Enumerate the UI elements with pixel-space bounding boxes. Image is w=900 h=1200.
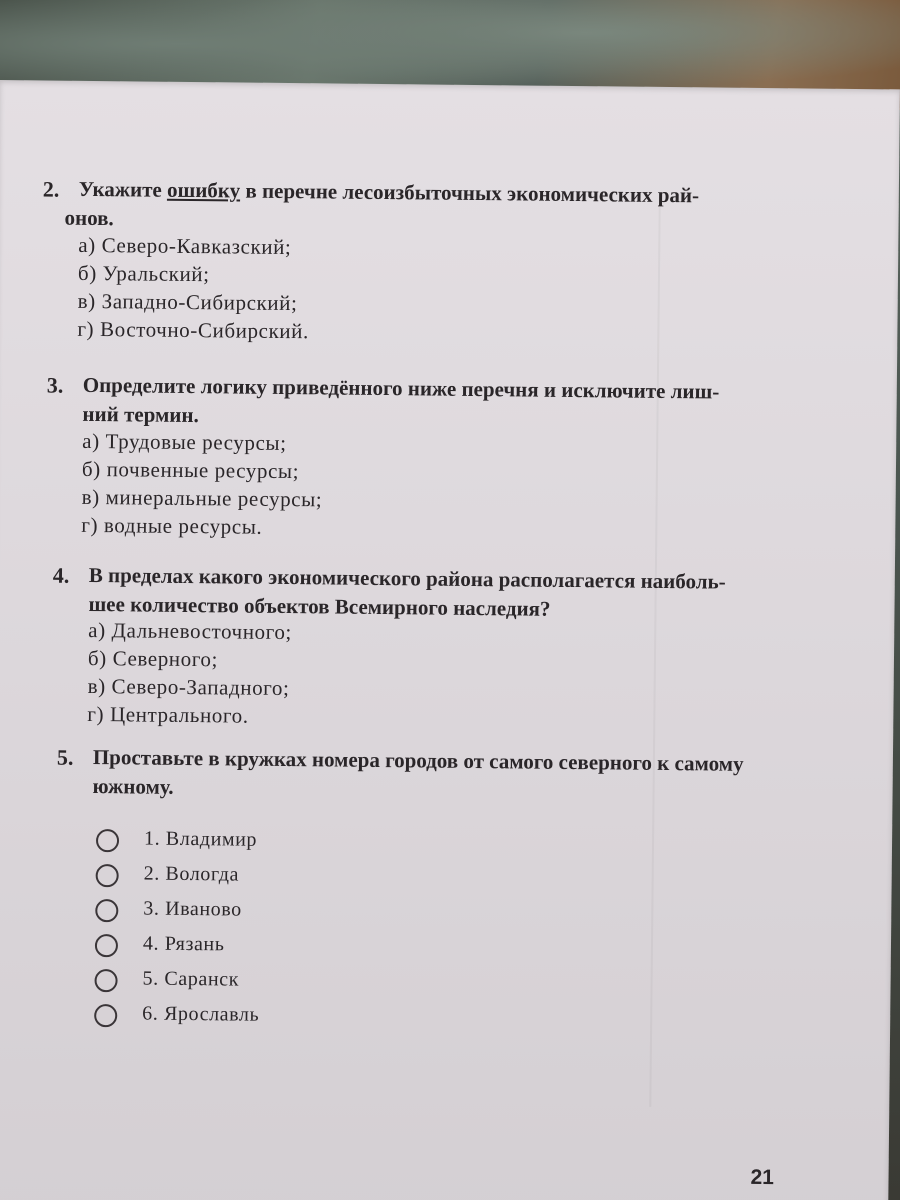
city-item: 1. Владимир [143,827,258,851]
answer-option: г) Центрального. [87,701,249,728]
page-number: 21 [750,1165,775,1190]
underlined-word: ошибку [166,177,241,203]
question-text: В пределах какого экономического района располагается наиболь- [88,562,726,594]
city-item: 3. Иваново [143,897,242,921]
answer-option: б) Уральский; [77,260,210,287]
question-text-part: Укажите [78,176,168,202]
question-text-line2: шее количество объектов Всемирного наследия? [88,591,551,621]
answer-circle[interactable] [96,864,119,887]
answer-option: а) Трудовые ресурсы; [82,428,287,456]
answer-option: б) Северного; [87,645,219,672]
page-content [0,80,900,1189]
question-number: 5. [56,744,74,770]
answer-circle[interactable] [95,934,118,957]
answer-circle[interactable] [94,969,117,992]
answer-option: г) водные ресурсы. [81,512,263,539]
city-item: 5. Саранск [142,967,240,991]
answer-option: г) Восточно-Сибирский. [77,316,309,344]
question-text-line2: южному. [92,774,174,799]
answer-option: в) Северо-Западного; [87,673,290,701]
answer-option: в) минеральные ресурсы; [81,484,323,512]
answer-circle[interactable] [96,829,119,852]
answer-option: б) почвенные ресурсы; [81,456,300,484]
question-number: 3. [46,372,64,398]
answer-circle[interactable] [95,899,118,922]
answer-option: в) Западно-Сибирский; [77,288,298,316]
city-item: 2. Вологда [143,862,240,886]
question-text-line2: ний термин. [82,401,199,428]
city-item: 4. Рязань [142,932,225,956]
answer-circle[interactable] [94,1004,117,1027]
question-number: 2. [42,176,60,202]
city-item: 6. Ярославль [142,1002,260,1026]
question-text: Проставьте в кружках номера городов от самого северного к самому [92,745,744,776]
answer-option: а) Дальневосточного; [88,617,293,645]
answer-option: а) Северо-Кавказский; [78,232,292,260]
question-number: 4. [52,562,70,588]
question-text-line2: онов. [64,205,114,231]
question-text-part: в перечне лесоизбыточных экономических рай- [240,178,700,208]
question-text: Определите логику приведённого ниже перечня и исключите лиш- [82,372,720,404]
textbook-page [0,80,900,1200]
